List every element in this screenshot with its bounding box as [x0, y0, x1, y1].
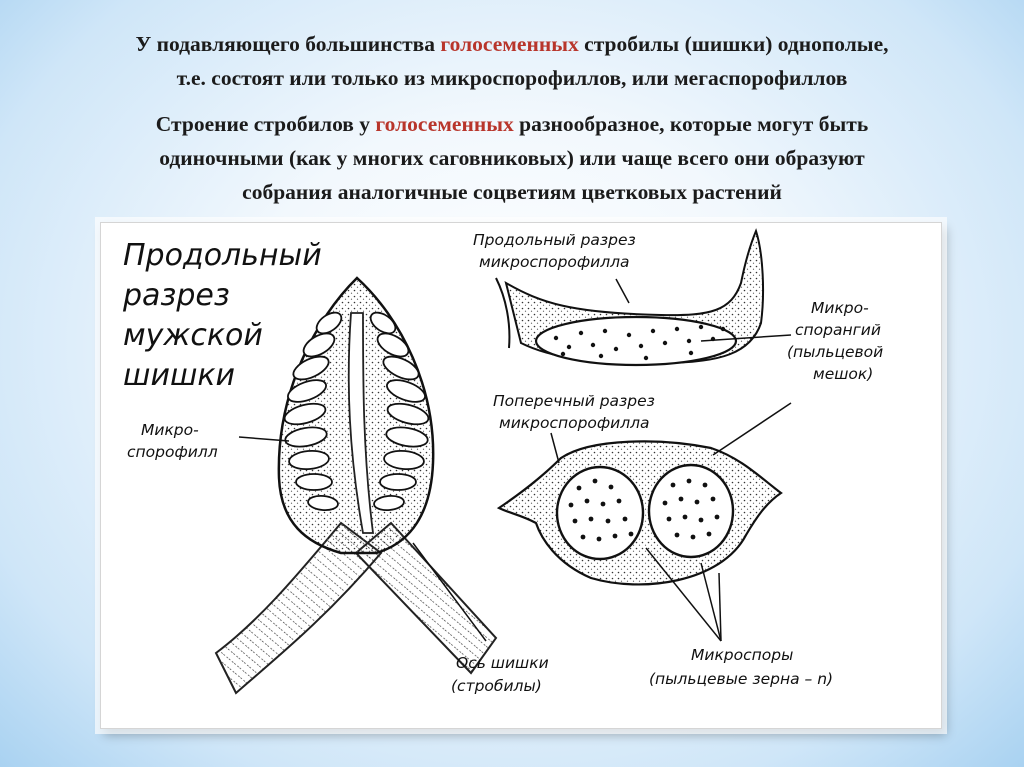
paragraph-1-text: стробилы (шишки) однополые,	[578, 32, 889, 56]
figure-title-line: разрез	[123, 278, 230, 313]
paragraph-2-text: Строение стробилов у	[155, 112, 376, 136]
cross-section-leader-2	[713, 403, 791, 455]
label-line: мешок)	[813, 365, 874, 383]
paragraph-2-line-3: собрания аналогичные соцветиям цветковых растений	[242, 180, 782, 204]
pollen-sac-right	[649, 465, 733, 557]
paragraph-1-line-2: т.е. состоят или только из микроспорофиллов, или мегаспорофиллов	[176, 66, 848, 90]
label-microspores	[649, 646, 833, 688]
label-cone-axis	[451, 654, 554, 695]
microspores-leader-3	[719, 573, 721, 641]
slide-paragraph-2	[0, 107, 1024, 209]
paragraph-2-text: разнообразное, которые могут быть	[513, 112, 869, 136]
label-line: Микроспоры	[691, 646, 794, 664]
label-line: Микро-	[811, 299, 869, 317]
strobilus-diagram	[101, 223, 941, 728]
label-line: (стробилы)	[451, 677, 542, 695]
paragraph-1-text: У подавляющего большинства	[135, 32, 441, 56]
label-microsporangium	[787, 299, 888, 383]
paragraph-2-line-2: одиночными (как у многих саговниковых) или чаще всего они образуют	[159, 146, 865, 170]
label-line: Ось шишки	[456, 654, 549, 672]
cross-section-leader	[551, 433, 559, 463]
microsporophyll-long-section	[496, 231, 791, 365]
label-line: микроспорофилла	[499, 414, 650, 432]
label-line: спорангий	[795, 321, 881, 339]
label-microsporophyll	[127, 421, 218, 461]
figure-title-line: мужской	[123, 318, 263, 353]
label-line: (пыльцевые зерна – n)	[649, 670, 834, 688]
label-line: микроспорофилла	[479, 253, 630, 271]
figure-panel	[100, 222, 942, 729]
label-line: (пыльцевой	[787, 343, 884, 361]
label-line: спорофилл	[127, 443, 218, 461]
paragraph-2-line-1	[0, 107, 1024, 141]
gymnosperm-highlight: голосеменных	[440, 32, 579, 56]
label-cross-section	[493, 392, 660, 432]
paragraph-1-line-1	[0, 27, 1024, 61]
microsporophyll-cross-section	[499, 403, 791, 641]
label-line: Продольный разрез	[473, 231, 636, 249]
figure-title-line: шишки	[123, 358, 236, 393]
long-section-leader	[616, 279, 629, 303]
figure-title-line: Продольный	[123, 238, 322, 273]
label-long-section	[473, 231, 641, 271]
label-line: Поперечный разрез	[493, 392, 655, 410]
slide-paragraph-1	[0, 27, 1024, 95]
pollen-sac-left	[557, 467, 643, 559]
gymnosperm-highlight: голосеменных	[375, 112, 514, 136]
label-line: Микро-	[141, 421, 199, 439]
